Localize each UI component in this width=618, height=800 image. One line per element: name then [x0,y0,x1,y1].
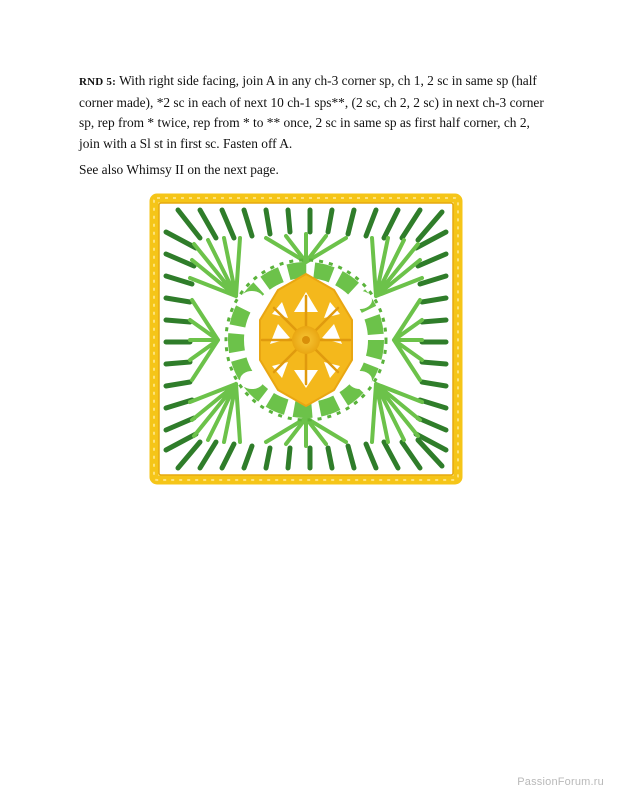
see-also-note: See also Whimsy II on the next page. [79,162,279,177]
crochet-square-photo [148,192,464,488]
watermark: PassionForum.ru [517,776,604,788]
round-instructions: With right side facing, join A in any ch-3 corner sp, ch 1, 2 sc in same sp (half corner made), *2 sc in each of next 10 ch-1 sps**, (2 sc, ch 2, 2 sc) in next ch-3 corner sp, rep from * twice, rep from * to ** once, 2 sc in same sp as first half corner, ch 2, join with a Sl st in first sc. Fasten off A. [79,73,544,151]
crochet-square-illustration [148,192,464,488]
instruction-paragraph [79,71,549,154]
round-label: RND 5: [79,76,116,88]
